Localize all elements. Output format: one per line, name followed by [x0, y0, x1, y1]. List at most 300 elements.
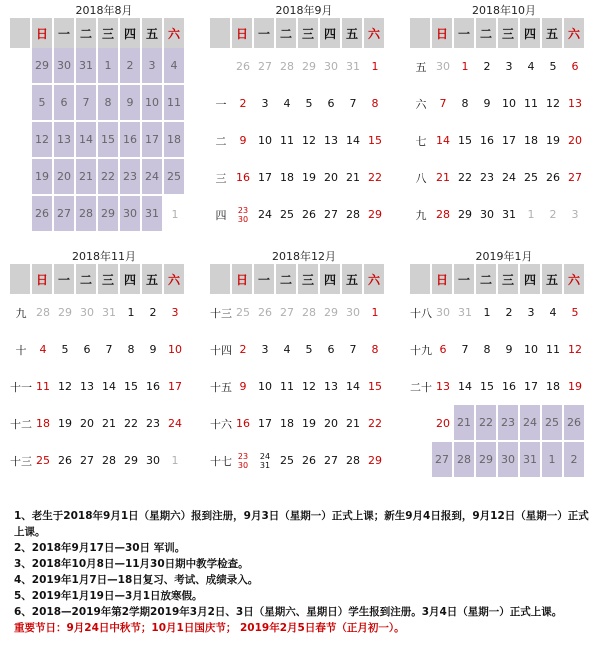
week-row: [410, 368, 598, 405]
day-cell: 21: [76, 159, 98, 196]
day-cell: 10: [168, 343, 182, 356]
day-cell: 26: [32, 196, 54, 233]
day-cell: 26: [546, 171, 560, 184]
day-cell: [232, 442, 254, 479]
day-cell: 22: [98, 159, 120, 196]
weekday-cell: 二: [276, 264, 298, 294]
day-cell: 29: [124, 454, 138, 467]
week-number: 十五: [210, 380, 232, 394]
day-cell: 1: [483, 306, 491, 319]
week-label-header: [10, 18, 32, 48]
day-cell: 13: [324, 134, 338, 147]
weekday-cell: 六: [564, 18, 586, 48]
day-cell: 6: [327, 343, 335, 356]
day-cell: 28: [436, 208, 450, 221]
day-cell: 2: [149, 306, 157, 319]
week-row: [410, 85, 598, 122]
day-cell: 19: [302, 171, 316, 184]
week-number: 五: [415, 60, 427, 74]
day-cell: 18: [546, 380, 560, 393]
day-cell: 15: [368, 134, 382, 147]
day-cell: 20: [324, 417, 338, 430]
day-cell: 27: [280, 306, 294, 319]
day-cell: 5: [32, 85, 54, 122]
day-number: 23: [237, 205, 249, 215]
week-number: 十四: [210, 343, 232, 357]
day-cell: 26: [564, 405, 586, 442]
day-cell: 28: [102, 454, 116, 467]
day-cell: 13: [436, 380, 450, 393]
note-1: 1、老生于2018年9月1日（星期六）报到注册，9月3日（星期一）正式上课；新生9月4日报到，9月12日（星期一）正式上课。: [14, 510, 589, 538]
day-cell: 25: [236, 306, 250, 319]
day-cell: 19: [546, 134, 560, 147]
day-cell: 30: [346, 306, 360, 319]
day-cell: 1: [527, 208, 535, 221]
day-cell: 17: [142, 122, 164, 159]
month-title: 2018年12月: [272, 250, 336, 263]
weekday-cell: 六: [364, 264, 386, 294]
day-cell: 5: [305, 97, 313, 110]
week-row: [10, 368, 198, 405]
day-cell: 3: [142, 48, 164, 85]
weekday-cell: 六: [364, 18, 386, 48]
day-cell: 4: [39, 343, 47, 356]
day-cell: 29: [324, 306, 338, 319]
day-cell: 11: [524, 97, 538, 110]
weekday-cell: 六: [564, 264, 586, 294]
week-row: [10, 159, 198, 196]
week-label-header: [210, 264, 232, 294]
day-cell: 28: [280, 60, 294, 73]
weekday-cell: 四: [520, 18, 542, 48]
week-row: [410, 442, 598, 479]
day-cell: 17: [168, 380, 182, 393]
day-cell: 10: [524, 343, 538, 356]
day-cell: 3: [261, 343, 269, 356]
day-cell: 1: [98, 48, 120, 85]
day-cell: 5: [549, 60, 557, 73]
day-cell: 20: [54, 159, 76, 196]
day-cell: 17: [524, 380, 538, 393]
week-number: [10, 122, 32, 159]
week-number: 四: [215, 208, 227, 222]
day-cell: 1: [171, 208, 179, 221]
day-cell: 6: [54, 85, 76, 122]
day-cell: 31: [502, 208, 516, 221]
day-cell: 26: [258, 306, 272, 319]
weekday-cell: 日: [32, 264, 54, 294]
day-cell: 13: [80, 380, 94, 393]
day-cell: 12: [58, 380, 72, 393]
month-calendar: [10, 4, 198, 233]
weekday-cell: 一: [54, 18, 76, 48]
weekday-cell: 一: [54, 264, 76, 294]
day-cell: 10: [502, 97, 516, 110]
weekday-header: [410, 264, 598, 294]
day-cell: 23: [480, 171, 494, 184]
day-cell: 14: [458, 380, 472, 393]
week-row: [10, 331, 198, 368]
day-cell: 9: [120, 85, 142, 122]
day-cell: 8: [127, 343, 135, 356]
week-row: [10, 442, 198, 479]
day-cell: 4: [283, 97, 291, 110]
day-cell: 29: [32, 48, 54, 85]
day-cell: 28: [302, 306, 316, 319]
week-label-header: [210, 18, 232, 48]
week-row: [410, 294, 598, 331]
day-cell: [254, 442, 276, 479]
day-cell: 11: [280, 134, 294, 147]
weekday-cell: 日: [232, 264, 254, 294]
month-calendar: [10, 250, 198, 479]
day-cell: 13: [54, 122, 76, 159]
week-row: [10, 122, 198, 159]
day-cell: 5: [571, 306, 579, 319]
notes-section: [14, 508, 589, 636]
weekday-header: [410, 18, 598, 48]
week-number: 二: [215, 134, 227, 148]
day-cell: 8: [483, 343, 491, 356]
day-cell: 8: [371, 343, 379, 356]
day-cell: 9: [483, 97, 491, 110]
day-cell: 30: [120, 196, 142, 233]
day-cell: 9: [239, 380, 247, 393]
day-cell: 27: [432, 442, 454, 479]
weekday-header: [210, 264, 398, 294]
weekday-cell: 日: [432, 264, 454, 294]
week-number: 一: [215, 97, 227, 111]
day-cell: 15: [480, 380, 494, 393]
day-cell: 1: [371, 60, 379, 73]
weekday-cell: 一: [254, 18, 276, 48]
day-cell: 24: [142, 159, 164, 196]
day-cell: 21: [346, 171, 360, 184]
day-cell: 18: [36, 417, 50, 430]
weekday-cell: 日: [232, 18, 254, 48]
weekday-cell: 四: [320, 18, 342, 48]
day-cell: 16: [502, 380, 516, 393]
day-cell: 3: [527, 306, 535, 319]
week-number: [410, 442, 432, 479]
day-cell: 6: [83, 343, 91, 356]
weekday-cell: 五: [342, 264, 364, 294]
week-row: [10, 196, 198, 233]
day-cell: 18: [280, 171, 294, 184]
day-cell: 19: [568, 380, 582, 393]
weekday-cell: 三: [498, 18, 520, 48]
day-cell: 3: [171, 306, 179, 319]
day-number: 30: [237, 214, 249, 224]
important-holidays: 重要节日：9月24日中秋节；10月1日国庆节； 2019年2月5日春节（正月初一）。: [14, 622, 405, 634]
day-cell: 31: [102, 306, 116, 319]
week-row: [210, 405, 398, 442]
day-cell: 31: [520, 442, 542, 479]
weekday-cell: 六: [164, 264, 186, 294]
day-cell: 25: [524, 171, 538, 184]
day-cell: 19: [58, 417, 72, 430]
weekday-header: [210, 18, 398, 48]
day-number: 31: [259, 460, 271, 470]
day-cell: 25: [164, 159, 186, 196]
day-cell: 1: [171, 454, 179, 467]
week-number: 十二: [10, 417, 32, 431]
day-cell: 5: [61, 343, 69, 356]
day-cell: 16: [236, 417, 250, 430]
week-number: 二十: [410, 380, 432, 394]
month-title: 2018年10月: [472, 4, 536, 17]
day-cell: 31: [346, 60, 360, 73]
day-number: 23: [237, 451, 249, 461]
day-cell: 25: [280, 454, 294, 467]
weekday-cell: 五: [542, 18, 564, 48]
day-cell: 13: [324, 380, 338, 393]
note-4: 4、2019年1月7日—18日复习、考试、成绩录入。: [14, 574, 259, 586]
weekday-cell: 二: [76, 18, 98, 48]
week-number: 十三: [10, 454, 32, 468]
week-row: [210, 294, 398, 331]
weekday-cell: 三: [298, 264, 320, 294]
month-title: 2018年11月: [72, 250, 136, 263]
day-cell: 27: [324, 208, 338, 221]
week-number: 十三: [210, 306, 232, 320]
week-row: [10, 405, 198, 442]
day-cell: 1: [371, 306, 379, 319]
day-cell: 29: [58, 306, 72, 319]
day-cell: 11: [546, 343, 560, 356]
weekday-cell: 三: [298, 18, 320, 48]
week-label-header: [10, 264, 32, 294]
week-number: 十九: [410, 343, 432, 357]
day-cell: 22: [368, 417, 382, 430]
day-cell: 6: [439, 343, 447, 356]
week-number: [10, 196, 32, 233]
weekday-cell: 一: [454, 264, 476, 294]
day-cell: 12: [546, 97, 560, 110]
weekday-cell: 二: [476, 18, 498, 48]
note-3: 3、2018年10月8日—11月30日期中教学检查。: [14, 558, 249, 570]
week-row: [210, 331, 398, 368]
day-cell: 27: [258, 60, 272, 73]
day-cell: 7: [349, 97, 357, 110]
day-cell: 30: [498, 442, 520, 479]
day-number: 30: [237, 460, 249, 470]
day-cell: 22: [458, 171, 472, 184]
month-calendar: [210, 250, 398, 479]
week-number: [10, 48, 32, 85]
day-cell: 27: [54, 196, 76, 233]
week-row: [410, 331, 598, 368]
week-row: [10, 294, 198, 331]
day-cell: 10: [258, 134, 272, 147]
week-number: 十七: [210, 454, 232, 468]
week-row: [210, 85, 398, 122]
day-cell: 21: [454, 405, 476, 442]
month-calendar: [210, 4, 398, 233]
week-row: [210, 196, 398, 233]
day-cell: 14: [346, 134, 360, 147]
week-row: [210, 122, 398, 159]
day-cell: 25: [36, 454, 50, 467]
month-title: 2019年1月: [475, 250, 533, 263]
day-cell: 24: [502, 171, 516, 184]
day-cell: 27: [80, 454, 94, 467]
week-number: [410, 405, 432, 442]
weekday-cell: 四: [120, 264, 142, 294]
day-cell: 31: [458, 306, 472, 319]
day-cell: 2: [564, 442, 586, 479]
month-title: 2018年8月: [75, 4, 133, 17]
day-cell: 8: [371, 97, 379, 110]
note-2: 2、2018年9月17日—30日 军训。: [14, 542, 186, 554]
week-row: [210, 159, 398, 196]
week-label-header: [410, 18, 432, 48]
week-row: [410, 196, 598, 233]
day-cell: 25: [542, 405, 564, 442]
day-cell: 29: [98, 196, 120, 233]
weekday-cell: 五: [542, 264, 564, 294]
day-cell: 1: [461, 60, 469, 73]
day-cell: 28: [454, 442, 476, 479]
day-cell: 31: [76, 48, 98, 85]
week-number: 三: [215, 171, 227, 185]
day-cell: 21: [346, 417, 360, 430]
day-cell: 30: [436, 306, 450, 319]
day-cell: 14: [102, 380, 116, 393]
day-cell: 2: [120, 48, 142, 85]
weekday-cell: 三: [98, 18, 120, 48]
day-cell: 16: [236, 171, 250, 184]
week-number: 八: [415, 171, 427, 185]
day-cell: 25: [280, 208, 294, 221]
day-cell: 2: [505, 306, 513, 319]
day-cell: 29: [302, 60, 316, 73]
week-number: 九: [15, 306, 27, 320]
day-cell: 18: [164, 122, 186, 159]
day-cell: 5: [305, 343, 313, 356]
day-cell: 30: [324, 60, 338, 73]
day-cell: 13: [568, 97, 582, 110]
day-cell: 28: [346, 454, 360, 467]
day-cell: 19: [302, 417, 316, 430]
weekday-cell: 日: [432, 18, 454, 48]
day-cell: 20: [436, 417, 450, 430]
week-row: [210, 442, 398, 479]
day-cell: 2: [483, 60, 491, 73]
week-row: [410, 122, 598, 159]
day-cell: 3: [261, 97, 269, 110]
day-cell: 3: [505, 60, 513, 73]
day-cell: 23: [498, 405, 520, 442]
day-cell: 14: [436, 134, 450, 147]
day-cell: 27: [568, 171, 582, 184]
weekday-cell: 一: [454, 18, 476, 48]
week-row: [210, 368, 398, 405]
weekday-cell: 二: [76, 264, 98, 294]
weekday-cell: 日: [32, 18, 54, 48]
day-cell: 20: [324, 171, 338, 184]
day-cell: 7: [76, 85, 98, 122]
day-cell: 16: [120, 122, 142, 159]
weekday-cell: 二: [276, 18, 298, 48]
day-cell: 20: [568, 134, 582, 147]
day-cell: 26: [58, 454, 72, 467]
day-cell: 9: [505, 343, 513, 356]
day-cell: 1: [542, 442, 564, 479]
day-cell: 30: [480, 208, 494, 221]
day-cell: 15: [98, 122, 120, 159]
day-cell: 8: [98, 85, 120, 122]
week-number: [10, 159, 32, 196]
week-number: 六: [415, 97, 427, 111]
day-cell: 4: [527, 60, 535, 73]
day-cell: 30: [80, 306, 94, 319]
weekday-header: [10, 264, 198, 294]
day-cell: 29: [476, 442, 498, 479]
day-cell: 4: [283, 343, 291, 356]
day-cell: 28: [36, 306, 50, 319]
day-cell: 30: [436, 60, 450, 73]
day-cell: 18: [280, 417, 294, 430]
week-number: 十一: [10, 380, 32, 394]
weekday-cell: 三: [98, 264, 120, 294]
week-number: 七: [415, 134, 427, 148]
month-title: 2018年9月: [275, 4, 333, 17]
day-cell: 11: [164, 85, 186, 122]
week-row: [10, 48, 198, 85]
day-cell: 7: [349, 343, 357, 356]
week-number: 九: [415, 208, 427, 222]
weekday-cell: 五: [342, 18, 364, 48]
week-number: 十八: [410, 306, 432, 320]
day-cell: 11: [280, 380, 294, 393]
week-label-header: [410, 264, 432, 294]
day-cell: 23: [146, 417, 160, 430]
day-cell: 17: [258, 417, 272, 430]
day-cell: 30: [146, 454, 160, 467]
day-cell: 7: [461, 343, 469, 356]
day-cell: 7: [105, 343, 113, 356]
day-cell: 11: [36, 380, 50, 393]
day-cell: 29: [458, 208, 472, 221]
day-cell: 4: [164, 48, 186, 85]
day-cell: 30: [54, 48, 76, 85]
day-cell: 24: [168, 417, 182, 430]
weekday-cell: 四: [120, 18, 142, 48]
weekday-cell: 四: [320, 264, 342, 294]
day-cell: 2: [239, 97, 247, 110]
weekday-cell: 五: [142, 264, 164, 294]
day-cell: 27: [324, 454, 338, 467]
weekday-header: [10, 18, 198, 48]
day-cell: 17: [502, 134, 516, 147]
day-cell: 29: [368, 208, 382, 221]
note-6: 6、2018—2019年第2学期2019年3月2日、3日（星期六、星期日）学生报到注册。3月4日（星期一）正式上课。: [14, 606, 563, 618]
week-row: [410, 405, 598, 442]
weekday-cell: 五: [142, 18, 164, 48]
day-cell: 4: [549, 306, 557, 319]
day-cell: 28: [346, 208, 360, 221]
day-cell: 24: [520, 405, 542, 442]
day-cell: 3: [571, 208, 579, 221]
day-cell: 26: [302, 208, 316, 221]
day-cell: 29: [368, 454, 382, 467]
weekday-cell: 一: [254, 264, 276, 294]
day-cell: 9: [149, 343, 157, 356]
day-cell: 14: [76, 122, 98, 159]
day-cell: 16: [480, 134, 494, 147]
week-number: [210, 48, 232, 85]
